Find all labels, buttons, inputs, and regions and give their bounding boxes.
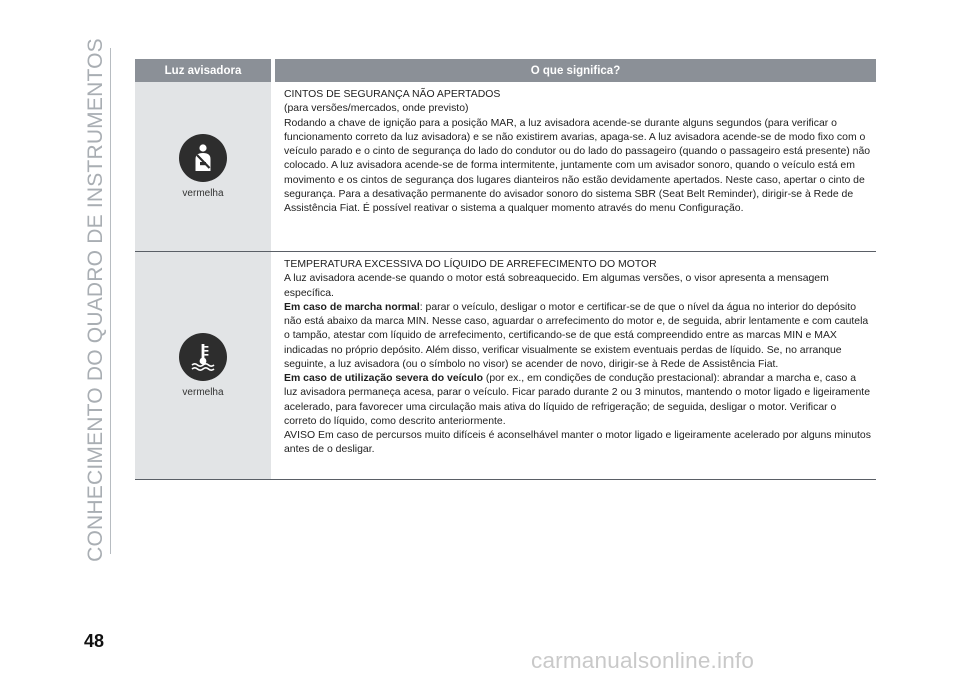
watermark: carmanualsonline.info (531, 648, 755, 673)
severe-text: (por ex., em condições de condução prestacional): abrandar a marcha e, caso a luz avisadora permaneça acesa, parar o veículo. Ficar parado durante 2 ou 3 minutos, mantendo o motor ligado e ligeiramente acelerado, para favorecer uma circulação mais ativa do líquido de refrigeração; de seguida, desligar o motor. Verificar o correto do líquido, como descrito anteriormente. (284, 373, 870, 427)
normal-paragraph (284, 301, 871, 372)
table-row (135, 252, 876, 480)
normal-label: Em caso de marcha normal (284, 301, 420, 313)
severe-label: Em caso de utilização severa do veículo (284, 373, 483, 384)
table-row (135, 82, 876, 252)
side-section-title: CONHECIMENTO DO QUADRO DE INSTRUMENTOS (84, 38, 108, 562)
severe-paragraph (284, 372, 871, 429)
normal-text: : parar o veículo, desligar o motor e certificar-se de que o nível da água no interior do depósito não está abaixo da marca MIN. Nesse caso, aguardar o arrefecimento do motor e, de seguida, abrir lentamente e com cautela o tampão, atestar com líquido de arrefecimento, certificando-se de que está compreendido entre as marcas MIN e MAX indicadas no próprio depósito. Além disso, verificar visualmente se existem eventuais perdas de líquido. Se, no arranque seguinte, a luz avisadora (ou o símbolo no visor) se acender de novo, dirigir-se à Rede de Assistência Fiat. (284, 301, 869, 370)
meaning-cell (275, 82, 871, 251)
warning-light-cell (135, 82, 271, 251)
row-subtitle: (para versões/mercados, onde previsto) (284, 103, 469, 115)
header-o-que-significa: O que significa? (275, 59, 876, 82)
warning-light-cell (135, 252, 271, 479)
table-header (135, 59, 876, 82)
side-divider (110, 48, 111, 554)
row-description: Rodando a chave de ignição para a posição MAR, a luz avisadora acende-se durante alguns segundos (para verificar o funcionamento correto da luz avisadora) e se não existirem avarias, apaga-se. A luz avisadora acende-se de modo fixo com o veículo parado e o cinto de segurança do lado do condutor ou do lado do passageiro (quando o passageiro está presente) não colocado. A luz avisadora acende-se de forma intermitente, juntamente com um avisador sonoro, quando o veículo está em movimento e os cintos de segurança dos lugares dianteiros não estão devidamente apertados. Neste caso, apertar o cinto de segurança. Para a desativação permanente do avisador sonoro do sistema SBR (Seat Belt Reminder), dirigir-se à Rede de Assistência Fiat. É possível reativar o sistema a qualquer momento através do menu Configuração. (284, 117, 871, 214)
page-number: 48 (84, 631, 105, 651)
seatbelt-icon (179, 134, 227, 182)
coolant-temperature-icon (179, 333, 227, 381)
row-title: CINTOS DE SEGURANÇA NÃO APERTADOS (284, 89, 501, 100)
warning-lights-table (135, 59, 876, 480)
row-intro: A luz avisadora acende-se quando o motor está sobreaquecido. Em algumas versões, o visor apresenta a mensagem específica. (284, 273, 829, 299)
header-luz-avisadora: Luz avisadora (135, 59, 271, 82)
meaning-cell (275, 252, 871, 479)
warning-note: AVISO Em caso de percursos muito difíceis é aconselhável manter o motor ligado e ligeiramente acelerado por alguns minutos antes de o desligar. (284, 430, 871, 456)
icon-color-label: vermelha (182, 188, 224, 199)
row-title: TEMPERATURA EXCESSIVA DO LÍQUIDO DE ARREFECIMENTO DO MOTOR (284, 259, 657, 270)
icon-color-label: vermelha (182, 387, 224, 398)
